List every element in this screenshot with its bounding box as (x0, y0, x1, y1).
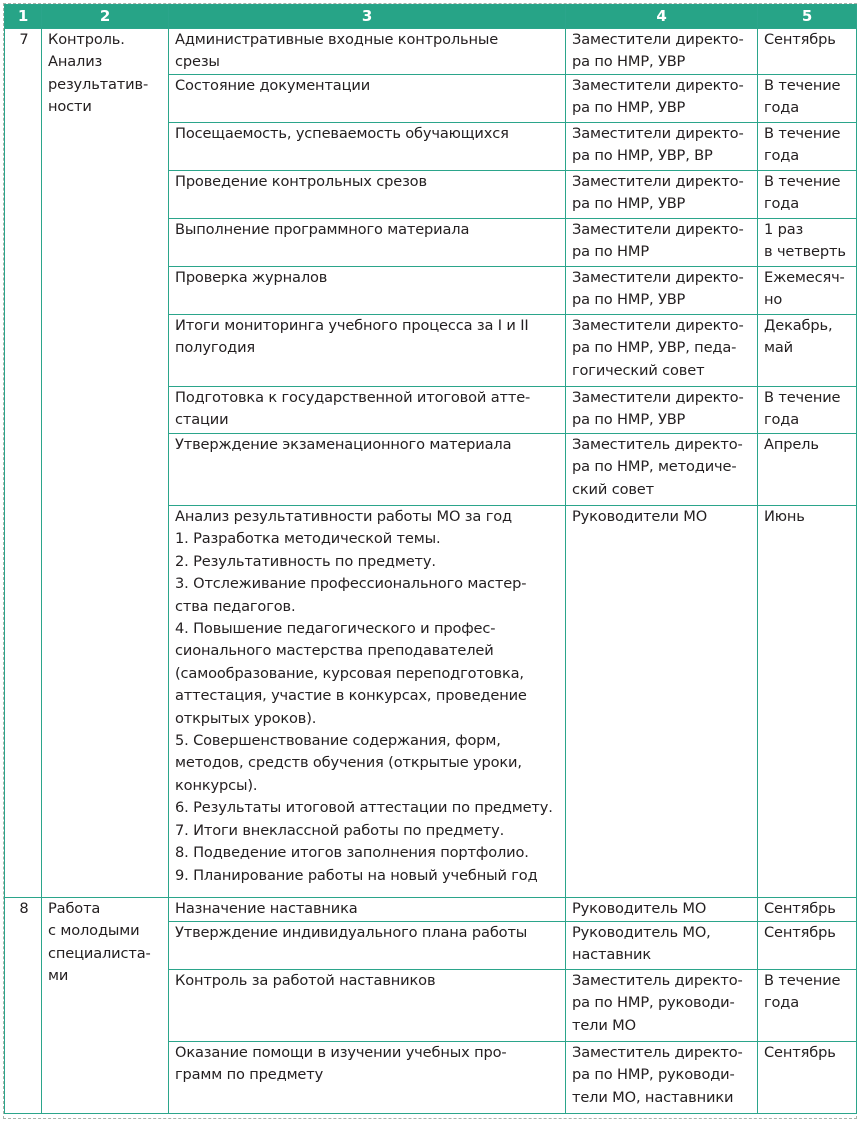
text-line: Руководитель МО, (572, 924, 711, 941)
timing-cell (758, 970, 857, 1042)
text-line: грамм по предмету (175, 1066, 324, 1084)
text-line: ра по НМР, УВР, педа- (572, 339, 737, 357)
text-line: ра по НМР, методиче- (572, 458, 737, 476)
timing-cell (758, 267, 857, 315)
text-line: методов, средств обучения (открытые уроки, (175, 754, 522, 772)
text-line: ра по НМР, УВР (572, 411, 686, 429)
timing-cell (758, 387, 857, 434)
table-body (5, 29, 857, 1114)
text-line: Июнь (764, 508, 805, 525)
text-line: 8. Подведение итогов заполнения портфолио. (175, 844, 529, 862)
text-line: Сентябрь (764, 900, 836, 917)
text-line: гогический совет (572, 361, 705, 379)
event-cell (169, 171, 566, 219)
text-line: Заместитель директо- (572, 972, 743, 989)
text-line: В течение (764, 389, 841, 406)
section-title (42, 898, 169, 1114)
text-line: стации (175, 411, 229, 429)
timing-cell (758, 123, 857, 171)
text-line: сионального мастерства преподавателей (175, 642, 494, 660)
text-line: Проверка журналов (175, 269, 328, 286)
text-line: Заместители директо- (572, 269, 744, 286)
text-line: (самообразование, курсовая переподготовка, (175, 664, 524, 682)
event-cell (169, 898, 566, 922)
responsible-cell (566, 1042, 758, 1114)
event-cell (169, 219, 566, 267)
timing-cell (758, 219, 857, 267)
text-line: ра по НМР, УВР (572, 195, 686, 213)
text-line: Декабрь, (764, 317, 833, 334)
responsible-cell (566, 315, 758, 387)
section-number: 7 (5, 29, 42, 898)
text-line: 7. Итоги внеклассной работы по предмету. (175, 821, 505, 839)
header-row (5, 5, 857, 29)
text-line: с молодыми (48, 922, 140, 940)
timing-cell (758, 315, 857, 387)
text-line: В течение (764, 125, 841, 142)
event-cell (169, 75, 566, 123)
text-line: В течение (764, 173, 841, 190)
text-line: Состояние документации (175, 77, 371, 94)
text-line: Контроль за работой наставников (175, 972, 436, 989)
event-cell (169, 970, 566, 1042)
responsible-cell (566, 171, 758, 219)
text-line: В течение (764, 77, 841, 94)
text-line: Заместители директо- (572, 125, 744, 142)
text-line: в четверть (764, 243, 846, 261)
table-row (5, 29, 857, 75)
event-cell (169, 267, 566, 315)
text-line: 5. Совершенствование содержания, форм, (175, 732, 501, 750)
responsible-cell (566, 387, 758, 434)
event-cell (169, 506, 566, 898)
text-line: Утверждение индивидуального плана работы (175, 924, 528, 941)
text-line: срезы (175, 53, 220, 71)
text-line: Проведение контрольных срезов (175, 173, 427, 190)
section-number: 8 (5, 898, 42, 1114)
text-line: аттестация, участие в конкурсах, проведение (175, 687, 527, 705)
text-line: года (764, 994, 800, 1012)
timing-cell (758, 898, 857, 922)
text-line: Заместитель директо- (572, 436, 743, 453)
text-line: Апрель (764, 436, 819, 453)
text-line: ра по НМР, УВР (572, 53, 686, 71)
text-line: наставник (572, 946, 652, 964)
table-row (5, 898, 857, 922)
text-line: Сентябрь (764, 1044, 836, 1061)
text-line: Административные входные контрольные (175, 31, 499, 48)
timing-cell (758, 1042, 857, 1114)
section-title (42, 29, 169, 898)
text-line: Оказание помощи в изучении учебных про- (175, 1044, 507, 1061)
timing-cell (758, 171, 857, 219)
column-header: 4 (566, 5, 758, 29)
text-line: 1. Разработка методической темы. (175, 530, 441, 548)
text-line: года (764, 195, 800, 213)
text-line: ра по НМР, УВР, ВР (572, 147, 713, 165)
text-line: Сентябрь (764, 31, 836, 48)
responsible-cell (566, 219, 758, 267)
text-line: ский совет (572, 480, 654, 498)
responsible-cell (566, 267, 758, 315)
column-header: 5 (758, 5, 857, 29)
event-cell (169, 29, 566, 75)
responsible-cell (566, 123, 758, 171)
text-line: года (764, 147, 800, 165)
text-line: Заместитель директо- (572, 1044, 743, 1061)
text-line: Работа (48, 900, 101, 917)
timing-cell (758, 434, 857, 506)
text-line: 3. Отслеживание профессионального мастер- (175, 575, 527, 593)
responsible-cell (566, 29, 758, 75)
event-cell (169, 315, 566, 387)
event-cell (169, 387, 566, 434)
text-line: ра по НМР, руководи- (572, 994, 735, 1012)
text-line: ра по НМР, УВР (572, 291, 686, 309)
responsible-cell (566, 922, 758, 970)
text-line: Руководители МО (572, 508, 708, 525)
text-line: ми (48, 967, 69, 985)
column-header: 3 (169, 5, 566, 29)
text-line: Ежемесяч- (764, 269, 845, 286)
text-line: Заместители директо- (572, 317, 744, 334)
text-line: Сентябрь (764, 924, 836, 941)
responsible-cell (566, 970, 758, 1042)
text-line: Анализ (48, 53, 103, 71)
text-line: специалиста- (48, 944, 151, 962)
text-line: года (764, 99, 800, 117)
text-line: тели МО (572, 1016, 636, 1034)
text-line: Заместители директо- (572, 389, 744, 406)
text-line: Контроль. (48, 31, 125, 48)
text-line: Утверждение экзаменационного материала (175, 436, 512, 453)
text-line: 4. Повышение педагогического и профес- (175, 620, 496, 638)
column-header: 1 (5, 5, 42, 29)
text-line: 9. Планирование работы на новый учебный год (175, 866, 538, 884)
text-line: полугодия (175, 339, 256, 357)
event-cell (169, 1042, 566, 1114)
text-line: открытых уроков). (175, 709, 317, 727)
text-line: 1 раз (764, 221, 804, 238)
timing-cell (758, 29, 857, 75)
event-cell (169, 123, 566, 171)
text-line: ра по НМР (572, 243, 649, 261)
text-line: Заместители директо- (572, 221, 744, 238)
text-line: В течение (764, 972, 841, 989)
event-cell (169, 434, 566, 506)
text-line: 2. Результативность по предмету. (175, 552, 436, 570)
text-line: года (764, 411, 800, 429)
text-line: Заместители директо- (572, 77, 744, 94)
text-line: Заместители директо- (572, 173, 744, 190)
responsible-cell (566, 434, 758, 506)
text-line: результатив- (48, 75, 149, 93)
text-line: конкурсы). (175, 776, 258, 794)
event-cell (169, 922, 566, 970)
text-line: ра по НМР, руководи- (572, 1066, 735, 1084)
responsible-cell (566, 898, 758, 922)
text-line: Выполнение программного материала (175, 221, 470, 238)
responsible-cell (566, 75, 758, 123)
text-line: Назначение наставника (175, 900, 358, 917)
text-line: ства педагогов. (175, 597, 296, 615)
text-line: Руководитель МО (572, 900, 707, 917)
text-line: тели МО, наставники (572, 1088, 734, 1106)
responsible-cell (566, 506, 758, 898)
text-line: Итоги мониторинга учебного процесса за I и II (175, 317, 529, 334)
text-line: май (764, 339, 793, 357)
text-line: ра по НМР, УВР (572, 99, 686, 117)
timing-cell (758, 506, 857, 898)
column-header: 2 (42, 5, 169, 29)
text-line: Анализ результативности работы МО за год (175, 508, 512, 525)
timing-cell (758, 75, 857, 123)
text-line: ности (48, 98, 92, 116)
plan-table (4, 4, 857, 1114)
text-line: Подготовка к государственной итоговой атте- (175, 389, 531, 406)
text-line: Заместители директо- (572, 31, 744, 48)
timing-cell (758, 922, 857, 970)
text-line: но (764, 291, 783, 309)
text-line: Посещаемость, успеваемость обучающихся (175, 125, 509, 142)
text-line: 6. Результаты итоговой аттестации по предмету. (175, 799, 553, 817)
